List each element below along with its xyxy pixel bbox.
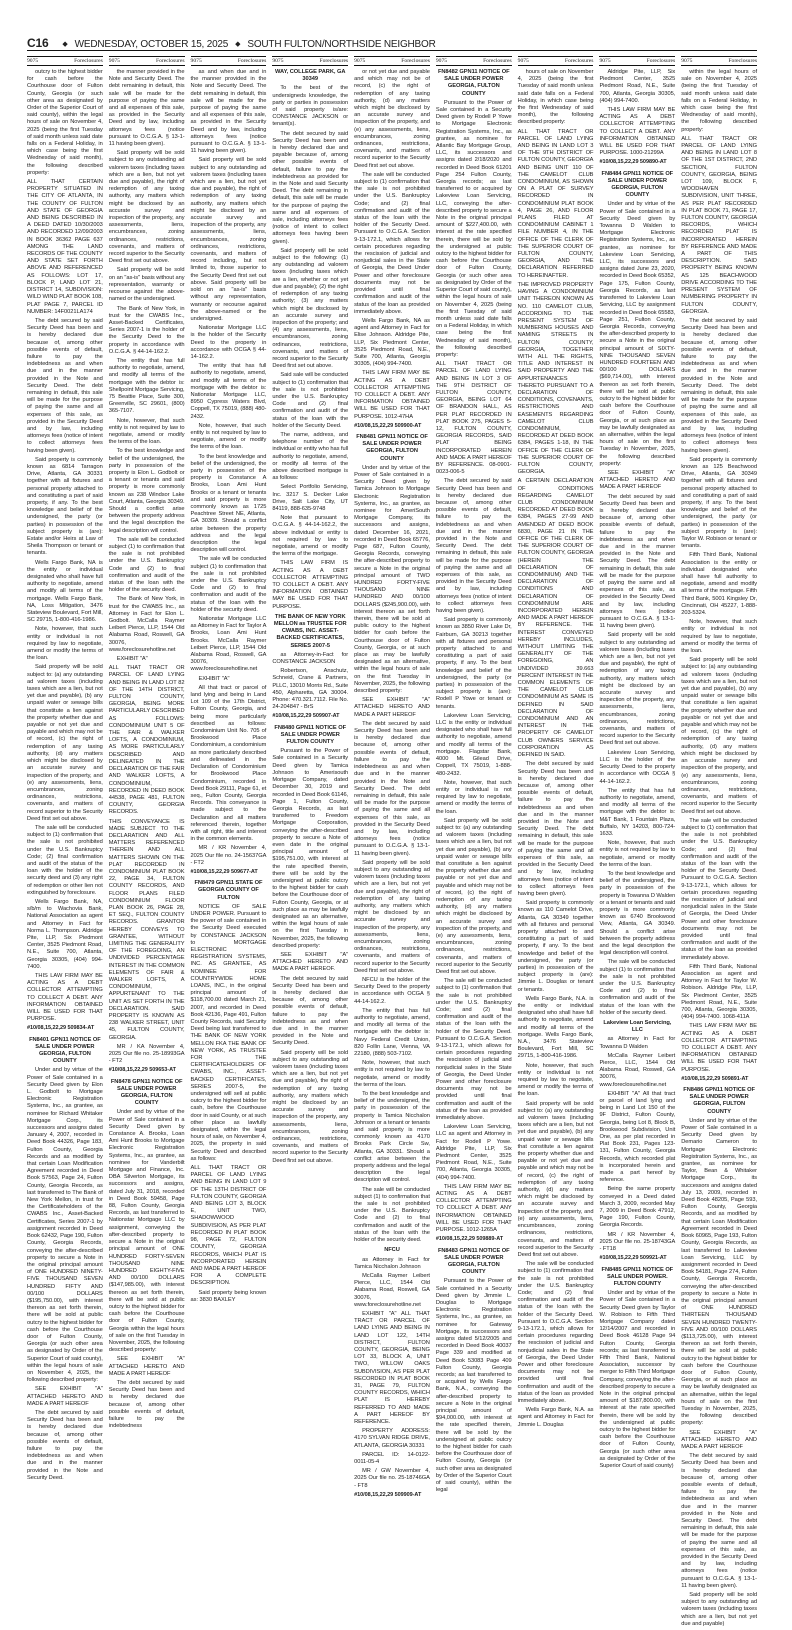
notice-paragraph: THIS LAW FIRM MAY BE ACTING AS A DEBT COLLECTOR ATTEMPTING TO COLLECT A DEBT. ANY INFORMATION OBTAINED WILL BE USED FOR THAT PURPOSE. 1000-21299A [599,107,676,157]
column-category-header [436,56,512,66]
notice-paragraph: Said property will be sold subject to the following: (1) any outstanding ad valorem taxes (including taxes which are a lien, whether or not yet due and payable); (2) the right of redemption of any taxing authority; (3) any matters which might be disclosed by an accurate survey and inspection of the property; and (4) any assessments, liens, encumbrances, zoning ordinances, restrictions, covenants, and matters of record superior to the Security Deed first set out above. [272,247,349,370]
legal-description: THIS CONVEYANCE IS MADE SUBJECT TO THE DECLARATION AND ALL MATTERS REFERENCED THEREIN AND ALL MATTERS SHOWN ON THE PLAT RECORDED IN CONDOMINIUM PLAT BOOK 22, PAGE 34, FULTON COUNTY RECORDS, AND FLOOR PLANS FILED CONDOMINIUM FLOOR PLAN BOOK 26, PAGE 28, ET SEQ., FULTON COUNTY RECORDS. GRANTOR HEREBY CONVEYS TO GRANTEE, WITHOUT LIMITING THE GENERALITY OF THE FOREGOING, AN UNDIVIDED PERCENTAGE INTEREST IN THE COMMON ELEMENTS OF FAIR & WALKER LOFTS, A CONDOMINIUM, APPURTENANT TO THE UNIT AS SET FORTH IN THE DECLARATION. SAID PROPERTY IS KNOWN AS 238 WALKER STREET, UNIT 45, FULTON COUNTY, GEORGIA. [108,818,185,1041]
notice-paragraph: Note, however, that such entity or individual is not required by law to negotiate, amend or modify the terms of the loan. [517,1062,594,1098]
notice-paragraph: THIS LAW FIRM MAY BE ACTING AS A DEBT COLLECTOR ATTEMPTING TO COLLECT A DEBT. ANY INFORMATION OBTAINED WILL BE USED FOR THAT PURPOSE. 1012-1265A [435,1183,512,1234]
notice-heading: FN8401 GPN11 NOTICE OF SALE UNDER POWER GEORGIA, FULTON COUNTY [29,1036,101,1065]
notice-heading: FN8480 GPN11 NOTICE OF SALE UNDER POWER FULTON COUNTY [274,724,347,746]
column-category-header [518,56,594,66]
publication-name: SOUTH FULTON/NORTHSIDE NEIGHBOR [247,39,436,50]
category-code: 9075 [517,58,529,64]
notice-paragraph: Under and by virtue of the Power of Sale contained in a Security Deed given by Demario Cameron to Mortgage Electronic Registration Systems, Inc., as grantee, as nominee for Taylor, Bean & Whitaker Mortgage Corp., its successors and assigns dated July 13, 2009, recorded in Deed Book 48205, Page 593, Fulton County, Georgia Records, and as modified by that certain Loan Modification Agreement recorded in Deed Book 60965, Page 193, Fulton County, Georgia Records, as last transferred to Lakeview Loan Servicing, LLC by assignment recorded in Deed Book 54181, Page 274, Fulton County, Georgia Records, conveying the after-described property to secure a Note in the original principal amount of ONE HUNDRED THIRTEEN THOUSAND SEVEN HUNDRED TWENTY-FIVE AND 00/100 DOLLARS ($113,725.00), with interest thereon as set forth therein, there will be sold at public outcry to the highest bidder for cash before the Courthouse door of Fulton County, Georgia, or at such place as may be lawfully designated as an alternative, within the legal hours of sale on the first Tuesday in November, 2025, the following described property: [681,1117,757,1427]
notice-paragraph: The debt secured by said Security Deed has been and is hereby declared due because of, among other possible events of default, failure to pay the indebtedness [108,1379,185,1430]
publication-reference: #10/08,15,22,29 509677-AT [190,868,258,875]
notice-paragraph: NOTICE OF SALE UNDER POWER. Pursuant to the power of sale contained in the Security Deed executed by CONSTANCE JACKSON to MORTGAGE ELECTRONIC REGISTRATION SYSTEMS, INC. AS GRANTEE, AS NOMINEE FOR COUNTRYWIDE HOME LOANS, INC., in the original principal amount of $118,700.00 dated March 21, 2007, and recorded in Deed Book 42136, Page 491, Fulton County Records, said Security Deed being last transferred to THE BANK OF NEW YORK MELLON FKA THE BANK OF NEW YORK, AS TRUSTEE FOR THE CERTIFICATEHOLDERS OF CWABS, INC., ASSET-BACKED CERTIFICATES, SERIES 2007-5, the undersigned will sell at public outcry to the highest bidder for cash, before the Courthouse door in said County, or at such other place as lawfully designated, within the legal hours of sale, on November 4, 2025, the property in said Security Deed and described as follows: [190,903,267,1162]
column-category-header [272,56,348,66]
category-code: 9075 [435,58,448,64]
notice-paragraph: Said property will be sold subject to: (a) any outstanding ad valorem taxes (including taxes which are a lien, but not yet due and payable), (b) any unpaid water or sewage bills that constitute a lien against the property whether due and payable or not yet due and payable and which may not be of record, (c) the right of redemption of any taxing authority, (d) any matters which might be disclosed by an accurate survey and inspection of the property, and (e) any assessments, liens, encumbrances, zoning ordinances, restrictions, covenants, and matters of record superior to the Security Deed first set out above. [681,657,757,815]
notice-paragraph: Note, however, that such entity or individual is not required by law to negotiate, amend or modify the terms of the loan. [27,626,103,662]
notice-paragraph: EXHIBIT "A" ALL THAT TRACT OR PARCEL OF LAND LYING AND BEING IN LAND LOT 122, 14TH DISTRICT, FULTON COUNTY, GEORGIA, BEING LOT 33, BLOCK A, UNIT TWO, WILLOW OAKS SUBDIVISION, AS PER PLAT RECORDED IN PLAT BOOK 31, PAGE 79, FULTON COUNTY RECORDS, WHICH PLAT IS HEREBY REFERRED TO AND MADE A PART HEREOF BY REFERENCE. [354,1310,430,1425]
notice-paragraph: Said property will be sold subject to any outstanding ad valorem taxes (including taxes which are a lien, but not yet due and payable), the right of redemption of any taxing authority, any matters which might be disclosed by an accurate survey and inspection of the property, any assessments, liens, encumbrances, zoning ordinances, restrictions, covenants, and matters of record superior to the Security Deed first set out above. [599,632,676,747]
notice-paragraph: The entity that has full authority to negotiate, amend, and modify all terms of the mortgage with the debtor is: Navy Federal Credit Union, 820 Follin Lane, Vienna, VA 22180, (888) 503-7102. [354,1007,430,1058]
notice-paragraph: EXHIBIT "A" All that tract or parcel of land lying and being in Land Lot 150 of the 9F District, Fulton County, Georgia, being Lot 8, Block B, Brookwood Subdivision, Unit One, as per plat recorded in Plat Book 231, Pages 123-131, Fulton County, Georgia Records, which recorded plat is incorporated herein and made a part hereof by reference. [599,1090,676,1184]
notice-paragraph: Said property is commonly known as 125 Beachwood Drive, Atlanta, GA 30349 together with all fixtures and personal property attached to and constituting a part of said property, if any. To the best knowledge and belief of the undersigned, the party (or parties) in possession of the subject property is (are): Taylor W. Robison or tenant or tenants. [681,456,757,550]
notice-column [599,56,675,1472]
notice-paragraph: Nationstar Mortgage LLC as Attorney in Fact for Taylor A Brooks, Loan Ami Hunt Brooks. McCalla Raymer Leibert Pierce, LLP, 1544 Old Alabama Road, Roswell, GA 30076, www.foreclosurehotline.net [190,616,267,673]
notice-paragraph: To the best knowledge and belief of the undersigned, the party in possession of the property is Constance A Brooks, Loan Ami Hunt Brooks or a tenant or tenants and said property is more commonly known as 1725 Peachtree Street NE, Atlanta, GA 30309. Should a conflict arise between the property address and the legal description the legal description will control. [190,453,267,554]
notice-paragraph: All that tract or parcel of land lying and being in Land Lot 109 of the 17th District, Fulton County, Georgia, and being more particularly described as follows: Condominium Unit No. 705 of Brookwood Place Condominium, a condominium as more particularly described and delineated in the Declaration of Condominium for Brookwood Place Condominium, recorded in Deed Book 29111, Page 61, et seq., Fulton County, Georgia Records. This conveyance is made subject to the Declaration and all matters referenced therein, together with all right, title and interest in the common elements. [190,684,267,843]
notice-paragraph: SEE EXHIBIT "A" ATTACHED HERETO AND MADE A PART HEREOF [681,1429,757,1450]
notice-paragraph: Pursuant to the Power of Sale contained in a Security Deed given by Rodell P Yowe to Mortgage Electronic Registration Systems, Inc., as grantee, as nominee for Atlantic Bay Mortgage Group, LLC, its successors and assigns dated 2/18/2020 and recorded in Deed Book 61201 Page 254 Fulton County, Georgia records; as last transferred to or acquired by Lakeview Loan Servicing, LLC, conveying the after-described property to secure a Note in the original principal amount of $227,400.00, with interest at the rate specified therein, there will be sold by the undersigned at public outcry to the highest bidder for cash before the Courthouse door of Fulton County, Georgia (or such other area as designated by Order of the Superior Court of said county), within the legal hours of sale on November 4, 2025 (being the first Tuesday of said month unless said date falls on a Federal Holiday, in which case being the first Wednesday of said month), the following described property: [435,99,512,358]
category-name: Foreclosures [483,58,512,64]
notice-paragraph: Said property will be sold subject to any outstanding ad valorem taxes (including taxes which are a lien, but not yet due and payable) [681,1592,757,1627]
notice-paragraph: THIS LAW FIRM MAY BE ACTING AS A DEBT COLLECTOR ATTEMPTING TO COLLECT A DEBT. ANY INFORMATION OBTAINED WILL BE USED FOR THAT PURPOSE. [27,972,103,1023]
notice-heading: FN8483 GPN11 NOTICE OF SALE UNDER POWER GEORGIA, FULTON COUNTY [437,1247,510,1276]
column-category-header [354,56,430,66]
notice-paragraph: The debt secured by said Security Deed has been and is hereby declared due because of, among other possible events of default, failure to pay the indebtedness as and when due and in the manner provided in the Note and Security Deed. The debt remaining in default, this sale will be made for the purpose of paying the same and all expenses of this sale, as provided in the Security Deed and by law, including attorneys fees (notice pursuant to O.C.G.A. § 13-1-11 having been given). [681,1453,757,1589]
column-category-header [599,56,675,66]
notice-heading: NFCU [384,1247,400,1254]
notice-paragraph: Wells Fargo Bank, NA as agent and Attorney in Fact for Elise Johnson. Aldridge Pite, LLP, Six Piedmont Center, 3525 Piedmont Road, N.E., Suite 700, Atlanta, Georgia 30305, (404) 994-7400. [354,317,430,368]
notice-paragraph: The sale will be conducted subject to (1) confirmation that the sale is not prohibited under the U.S. Bankruptcy Code; and (2) final confirmation and audit of the status of the loan with the holder of the Security Deed. Pursuant to O.C.G.A. Section 9-13-172.1, which allows for certain procedures regarding the rescission of judicial and nonjudicial sales in the State of Georgia, the Deed Under Power and other foreclosure documents may not be provided until final confirmation and audit of the status of the loan as provided immediately above. [435,978,512,1122]
category-code: 9075 [354,58,366,64]
notice-paragraph: Note, however, that such entity is not required by law to negotiate, amend or modify the terms of the loan. [354,1060,430,1088]
notice-paragraph: Select Portfolio Servicing, Inc. 3217 S. Decker Lake Drive, Salt Lake City, UT 84119, 888-635-9748 [272,484,349,512]
notice-paragraph: The sale will be conducted subject to (1) confirmation that the sale is not prohibited under the U.S. Bankruptcy Code; (2) final confirmation and audit of the status of the loan with the holder of the security deed and (3) any right of redemption or other lien not extinguished by foreclosure. [27,824,103,896]
notice-column [272,56,348,1167]
notice-paragraph: The sale will be conducted subject (1) to confirmation that the sale is not prohibited under the U.S. Bankruptcy Code and (2) to final confirmation and audit of the status of the loan with the holder of the security deed. [354,1186,430,1244]
notice-paragraph: MR / KA November 4, 2025 Our file no. 25-18993GA - FT2 [108,1043,185,1065]
notice-paragraph: The name, address, and telephone number of the individual or entity who has full authority to negotiate, amend, or modify all terms of the above described mortgage is as follows: [272,431,349,482]
notice-paragraph: Said property is commonly known as 110 Camelot Drive, Atlanta, GA 30349 together with all fixtures and personal property attached to and constituting a part of said property, if any. To the best knowledge and belief of the undersigned, the party (or parties) in possession of the subject property is (are): Jimmie L. Douglas or tenant or tenants. [517,900,594,993]
notice-paragraph: PARCEL ID: 14-0122-0011-05-4 [354,1451,430,1465]
notice-column [681,56,757,1630]
notice-paragraph: The debt secured by said Security Deed has been and is hereby declared due and payable because of, among other possible events of default, failure to pay the indebtedness as provided for in the Note and said Security Deed. The debt remaining in default, this sale will be made for the purpose of paying the same and all expenses of sale, including attorneys fees (notice of intent to collect attorneys fees having been given). [272,130,349,245]
notice-paragraph: Note that pursuant to O.C.G.A. § 44-14-162.2, the above individual or entity is not required by law to negotiate, amend or modify the terms of the mortgage. [272,515,349,558]
category-name: Foreclosures [237,58,267,64]
category-name: Foreclosures [319,58,349,64]
category-code: 9075 [190,58,202,64]
notice-paragraph: The entity that has full authority to negotiate, amend, and modify all terms of the mortgage with the debtor is: Nationstar Mortgage LLC, 8950 Cypress Waters Blvd, Coppell, TX 75019, (888) 480-2432. [190,363,267,420]
category-name: Foreclosures [74,58,103,64]
notice-paragraph: The sale will be conducted subject to (1) confirmation that the sale is not prohibited under the U.S. Bankruptcy Code; and (2) final confirmation and audit of the status of the loan with the holder of the Security Deed. Pursuant to O.C.G.A. Section 9-13-172.1, which allows for certain procedures regarding the rescission of judicial and nonjudicial sales in the State of Georgia, the Deed Under Power and other foreclosure documents may not be provided until final confirmation and audit of the status of the loan as provided immediately above. [681,817,757,961]
notice-heading: FN8482 GPN11 NOTICE OF SALE UNDER POWER GEORGIA, FULTON COUNTY [437,69,510,97]
notice-paragraph: or not yet due and payable and which may not be of record, (c) the right of redemption of any taxing authority, (d) any matters which might be disclosed by an accurate survey and inspection of the property, and (e) any assessments, liens, encumbrances, zoning ordinances, restrictions, covenants, and matters of record superior to the Security Deed first set out above. [354,69,430,169]
notice-paragraph: Under and by virtue of the Power of Sale contained in a Security Deed given by Tamica Johnson to Mortgage Electronic Registration Systems, Inc., as grantee, as nominee for AmeriSouth Mortgage Company, its successors and assigns, dated December 16, 2021, recorded in Deed Book 65776, Page 687, Fulton County, Georgia Records, conveying the after-described property to secure a Note in the original principal amount of TWO HUNDRED FORTY-FIVE THOUSAND NINE HUNDRED AND 00/100 DOLLARS ($245,900.00), with interest thereon as set forth therein, there will be sold at public outcry to the highest bidder for cash before the Courthouse door of Fulton County, Georgia, or at such place as may be lawfully designated as an alternative, within the legal hours of sale on the first Tuesday in November, 2025, the following described property: [354,464,430,695]
notice-heading: THE BANK OF NEW YORK MELLON as TRUSTEE FOR CWABS, INC. ASSET-BACKED CERTIFICATES, SERIES 2007-5 [273,613,347,649]
notice-paragraph: To the best knowledge and belief of the undersigned, the party in possession of the property is Tamica Nicchalon Johnson or a tenant or tenants and said property is more commonly known as 4170 Brooks Park Circle Sw, Atlanta, GA 30331. Should a conflict arise between the property address and the legal description the legal description will control. [354,1091,430,1184]
notice-paragraph: The sale will be conducted subject to (1) confirmation that the sale is not prohibited under the U.S. Bankruptcy Code; and (2) final confirmation and audit of the status of the loan with the holder of the Security Deed. Pursuant to O.C.G.A. Section 9-13-172.1, which allows for certain procedures regarding the rescission of judicial and nonjudicial sales in the State of Georgia, the Deed Under Power and other foreclosure documents may not be provided until final confirmation and audit of the status of the loan as provided immediately above. [517,1261,594,1404]
legal-description: ALL THAT TRACT OR PARCEL OF LAND LYING AND BEING IN LAND LOT 8 OF THE 1ST DISTRICT, 2ND SECTION, FULTON COUNTY, GEORGIA, BEING LOT 109, BLOCK F, WOODHAVEN SUBDIVISION, UNIT THREE, AS PER PLAT RECORDED IN PLAT BOOK 71, PAGE 17, FULTON COUNTY, GEORGIA RECORDS, WHICH RECORDED PLAT IS INCORPORATED HEREIN BY REFERENCE AND MADE A PART OF THIS DESCRIPTION. SAID PROPERTY BEING KNOWN AS 125 BEACHWOOD DRIVE ACCORDING TO THE PRESENT SYSTEM OF NUMBERING PROPERTY IN FULTON COUNTY, GEORGIA. [681,135,757,315]
notice-paragraph: SEE EXHIBIT "A" ATTACHED HERETO AND MADE A PART HEREOF [108,1356,185,1377]
notice-heading: FN8478 GPN11 NOTICE OF SALE UNDER POWER GEORGIA, FULTON COUNTY [110,1078,183,1107]
notice-paragraph: Lakeview Loan Servicing, LLC is the entity or individual designated who shall have full authority to negotiate, amend and modify all terms of the mortgage. Flagstar Bank, 4000 Mt. Gilead Drive, Coppell, TX 75019, 1-888-480-2432. [435,712,512,777]
notice-paragraph: SEE EXHIBIT "A" ATTACHED HERETO AND MADE A PART HEREOF [599,469,676,491]
notice-paragraph: The sale will be conducted subject (1) to confirmation that the sale is not prohibited under the U.S. Bankruptcy Code and (2) to final confirmation and audit of the status of the loan with the holder of the security deed. [599,959,676,1016]
notice-paragraph: Pursuant to the Power of Sale contained in a Security Deed given by Jimmie L. Douglas to Mortgage Electronic Registration Systems, Inc., as grantee, as nominee for Gateway Mortgage, its successors and assigns dated 5/12/2005 and recorded in Deed Book 40037 Page 339 and modified at Deed Book 53083 Page 409 Fulton County, Georgia records; as last transferred to or acquired by Wells Fargo Bank, N.A., conveying the after-described property to secure a Note in the original principal amount of $94,000.00, with interest at the rate specified therein, there will be sold by the undersigned at public outcry to the highest bidder for cash before the Courthouse door of Fulton County, Georgia (or such other area as designated by Order of the Superior Court of said county), within the legal [435,1278,512,1494]
notice-paragraph: Wells Fargo Bank, NA is the entity or individual designated who shall have full authority to negotiate, amend and modify all terms of the mortgage. Wells Fargo Bank, NA, Loss Mitigation, 3476 Stateview Boulevard, Fort Mill, SC 29715, 1-800-416-1986. [27,559,103,624]
notice-paragraph: as Attorney in Fact for Towanna D Walden [599,1036,676,1050]
notice-paragraph: Under and by virtue of the Power of Sale contained in a Security Deed given by Taylor W. Robison to Fifth Third Mortgage Company dated 12/14/2007 and recorded in Deed Book 46128 Page 94 Fulton County, Georgia records; as last transferred to Fifth Third Bank, National Association, successor by merger to Fifth Third Mortgage Company, conveying the after-described property to secure a Note in the original principal amount of $187,800.00, with interest at the rate specified therein, there will be sold by the undersigned at public outcry to the highest bidder for cash before the Courthouse door of Fulton County, Georgia (or such other area as designated by Order of the Superior Court of said county) [599,1290,676,1469]
notice-paragraph: Being the same property conveyed in a Deed dated March 3, 2009, recorded May 7, 2009 in Deed Book 47912, Page 190, Fulton County, Georgia Records. [599,1186,676,1229]
category-code: 9075 [108,58,120,64]
notice-paragraph: Note, however, that such entity is not required by law to negotiate, amend or modify the terms of the loan. [108,417,185,446]
page-masthead [27,36,757,51]
publication-reference: #10/08,15,22,29 509653-AT [108,1067,176,1074]
notice-paragraph: Lakeview Loan Servicing, LLC is the holder of the Security Deed to the property in accordance with OCGA § 44-14-162.2. [599,749,676,785]
category-name: Foreclosures [728,58,757,64]
publication-reference: #10/08,15,22,29 509889-AT [435,1236,504,1243]
notice-paragraph: within the legal hours of sale on November 4, 2025 (being the first Tuesday of said month unless said date falls on a Federal Holiday, in which case being the first Wednesday of said month), the following described property: [681,69,757,133]
notice-heading: FN8484 GPN11 NOTICE OF SALE UNDER POWER GEORGIA, FULTON COUNTY [601,170,674,199]
notice-heading: Lakeview Loan Servicing, LLC [603,1020,672,1034]
category-name: Foreclosures [646,58,676,64]
notice-paragraph: The debt secured by said Security Deed has been and is hereby declared due because of, among other possible events of default, failure to pay the indebtedness as and when due and in the manner provided in the Note and Security Deed. The debt remaining in default, this sale will be made for the purpose of paying the same and all expenses of this sale, as provided in the Security Deed and by law, including attorneys fees (notice of intent to collect attorneys fees having been given). [27,317,103,454]
notice-heading: WAY, COLLEGE PARK, GA 30349 [275,69,346,83]
publication-reference: #10/08,15,22,29 509921-AT [599,1255,667,1262]
notice-paragraph: The sale will be conducted subject to (1) confirmation that the sale is not prohibited under the U.S. Bankruptcy Code; and (2) final confirmation and audit of the status of the loan with the holder of the Security Deed. Pursuant to O.C.G.A. Section 9-13-172.1, which allows for certain procedures regarding the rescission of judicial and nonjudicial sales in the State of Georgia, the Deed Under Power and other foreclosure documents may not be provided until final confirmation and audit of the status of the loan as provided immediately above. [354,171,430,315]
category-code: 9075 [27,58,39,64]
legal-description: ALL THAT TRACT OR PARCEL OF LAND LYING AND BEING IN LAND LOT 82 OF THE 14TH DISTRICT, FULTON COUNTY, GEORGIA, BEING MORE PARTICULARLY DESCRIBED AS FOLLOWS: CONDOMINIUM UNIT 5 OF THE FAIR & WALKER LOFTS, A CONDOMINIUM, AS MORE PARTICULARLY DESCRIBED AND DELINEATED IN THE DECLARATION OF THE FAIR AND WALKER LOFTS, A CONDOMINIUM, RECORDED IN DEED BOOK 44538, PAGE 481, FULTON COUNTY, GEORGIA RECORDS. [108,665,185,816]
notice-column [436,56,512,1496]
notice-paragraph: Under and by virtue of the Power of Sale contained in a Security Deed given by Elon L. Godbolt to Mortgage Electronic Registration Systems, Inc., as grantee, as nominee for Richard Whitaker Mortgage Corp., its successors and assigns dated January 4, 2007, recorded in Deed Book 44326, Page 183, Fulton County, Georgia Records and as modified by that certain Loan Modification Agreement recorded in Deed Book 57563, Page 24, Fulton County, Georgia Records, as last transferred to The Bank of New York Mellon, in trust for the Certificateholders of the CWABS Inc., Asset-Backed Certificates, Series 2007-1 by assignment recorded in Deed Book 62432, Page 190, Fulton County, Georgia Records, conveying the after-described property to secure a Note in the original principal amount of ONE HUNDRED NINETY-FIVE THOUSAND SEVEN HUNDRED FIFTY AND 00/100 DOLLARS ($195,750.00), with interest thereon as set forth therein, there will be sold at public outcry to the highest bidder for cash before the Courthouse door of Fulton County, Georgia (or such other area as designated by Order of the Superior Court of said county), within the legal hours of sale on November 4, 2025, the following described property: [27,1067,103,1384]
notice-paragraph: THIS LAW FIRM MAY BE ACTING AS A DEBT COLLECTOR ATTEMPTING TO COLLECT A DEBT. ANY INFORMATION OBTAINED WILL BE USED FOR THAT PURPOSE. 1012-47HA [354,370,430,420]
category-code: 9075 [599,58,611,64]
notice-paragraph: EXHIBIT "A" [116,656,148,663]
page-number: C16 [27,36,49,50]
notice-paragraph: The debt secured by said Security Deed has been and is hereby declared due because of, among other possible events of default, failure to pay the indebtedness as and when due and in the manner provided in the Note and Security Deed. [272,975,349,1047]
category-name: Foreclosures [564,58,594,64]
notice-paragraph: The sale will be conducted subject (1) to confirmation that the sale is not prohibited under the U.S. Bankruptcy Code and (2) to final confirmation and audit of the status of the loan with the holder of the security deed. [190,556,267,613]
legal-description: A CERTAIN DECLARATION OF CONDITIONS REGARDING CAMELOT CLUB CONDOMINIUM RECORDED AT DEED BOOK 6384, PAGES 27-99 AND AMENDED AT DEED BOOK 6830, PAGE 21 IN THE OFFICE OF THE CLERK OF THE SUPERIOR COURT OF FULTON COUNTY, GEORGIA (HEREIN THE DECLARATION OF CONDOMINIUM) AND THE DECLARATION OF CONDITIONS AND DECLARATION OF CONDOMINIUM ARE INCORPORATED HEREIN AND MADE A PART HEREOF BY REFERENCE. THE INTEREST CONVEYED HEREBY INCLUDES, WITHOUT LIMITING THE GENERALITY OF THE FOREGOING, AN UNDIVIDED 39.663 PERCENT INTEREST IN THE COMMON ELEMENTS OF THE CAMELOT CLUB CONDOMINIUM AS SAME IS DEFINED IN SAID DECLARATION OF CONDOMINIUM AND AN INTEREST IN THE PROPERTY OF CAMELOT CLUB OWNERS SERVICE CORPORATION AS DEFINED IN SAID. [517,478,594,759]
notice-column [27,56,103,1484]
category-code: 9075 [272,58,284,64]
notice-paragraph: Said property is commonly known as 6814 Tarragon Drive, Atlanta, GA 30331 together with all fixtures and personal property attached to and constituting a part of said property, if any. To the best knowledge and belief of the undersigned, the party (or parties) in possession of the subject property is (are): Estate and/or Heirs at Law of Sheila Thompson or tenant or tenants. [27,456,103,557]
publication-reference: #10/08,15,22,29 509900-AT [354,422,422,429]
notice-paragraph: Said property will be sold subject to: (a) any outstanding ad valorem taxes (including taxes which are a lien, but not yet due and payable), (b) any unpaid water or sewage bills that constitute a lien against the property whether due and payable or not yet due and payable and which may not be of record, (c) the right of redemption of any taxing authority, (d) any matters which might be disclosed by an accurate survey and inspection of the property, and (e) any assessments, liens, encumbrances, zoning ordinances, restrictions, covenants, and matters of record superior to the Security Deed first set out above. [435,817,512,975]
notice-paragraph: the manner provided in the Note and Security Deed. The debt remaining in default, this sale will be made for the purpose of paying the same and all expenses of this sale, as provided in the Security Deed and by law, including attorneys fees (notice pursuant to O.C.G.A. § 13-1-11 having been given). [108,69,185,148]
notice-column [191,56,267,1306]
notice-paragraph: The debt secured by said Security Deed has been and is hereby declared due because of, among other possible events of default, failure to pay the indebtedness as and when due and in the manner provided in the Note and Security Deed. The debt remaining in default, this sale will be made for the purpose of paying the same and all expenses of this sale, as provided in the Security Deed and by law, including attorneys fees (notice pursuant to O.C.G.A. § 13-1-11 having been given). [599,493,676,630]
column-category-header [27,56,103,66]
notice-paragraph: Wells Fargo Bank, NA, s/b/m to Wachovia Bank, National Association as agent and Attorney in Fact for Norma L. Thompson. Aldridge Pite, LLP, Six Piedmont Center, 3525 Piedmont Road, N.E., Suite 700, Atlanta, Georgia 30305, (404) 994-7400. [27,898,103,970]
notice-paragraph: THIS LAW FIRM IS ACTING AS A DEBT COLLECTOR ATTEMPTING TO COLLECT A DEBT. ANY INFORMATION OBTAINED MAY BE USED FOR THAT PURPOSE. [272,560,349,610]
notice-paragraph: Fifth Third Bank, National Association as agent and Attorney in Fact for Taylor W. Robison. Aldridge Pite, LLP, Six Piedmont Center, 3525 Piedmont Road, N.E., Suite 700, Atlanta, Georgia 30305, (404) 994-7400. 1068-411A [681,963,757,1021]
notice-paragraph: hours of sale on November 4, 2025 (being the first Tuesday of said month unless said date falls on a Federal Holiday, in which case being the first Wednesday of said month), the following described property: [517,69,594,126]
notice-paragraph: Said property will be sold subject to: (a) any outstanding ad valorem taxes (including taxes which are a lien, but not yet due and payable), (b) any unpaid water or sewage bills that constitute a lien against the property whether due and payable or not yet due and payable and which may not be of record, (c) the right of redemption of any taxing authority, (d) any matters which might be disclosed by an accurate survey and inspection of the property, and (e) any assessments, liens, encumbrances, zoning ordinances, restrictions, covenants, and matters of record superior to the Security Deed first set out above. [27,664,103,822]
notice-paragraph: as Attorney in Fact for Tamica Nicchalon Johnson [354,1256,430,1270]
category-name: Foreclosures [155,58,185,64]
notice-heading: FN8486 GPN11 NOTICE OF SALE UNDER POWER GEORGIA, FULTON COUNTY [683,1087,755,1115]
notice-paragraph: Aldridge Pite, LLP, Six Piedmont Center, 3525 Piedmont Road, N.E., Suite 700, Atlanta, Georgia 30305, (404) 994-7400. [599,69,676,104]
notice-paragraph: Pursuant to the Power of Sale contained in a Security Deed given by Tamica Johnson to Amerisouth Mortgage Company, dated December 30, 2019 and recorded in Deed Book 61146, Page 1, Fulton County, Georgia Records, as last transferred to Freedom Mortgage Corporation, conveying the after-described property to secure a Note of even date in the original principal amount of $195,751.00, with interest at the rate specified therein, there will be sold by the undersigned at public outcry to the highest bidder for cash before the Courthouse door of Fulton County, Georgia, or at such place as may be lawfully designated as an alternative, within the legal hours of sale on the first Tuesday in November, 2025, the following described property: [272,748,349,949]
notice-paragraph: Under and by virtue of the Power of Sale contained in a Security Deed given by Constance A. Brooks, Loan Ami Hunt Brooks to Mortgage Electronic Registration Systems, Inc., as grantee, as nominee for Vanderbilt Mortgage and Finance, Inc. DBA Silverton Mortgage, its successors and assigns, dated July 31, 2018, recorded in Deed Book 59458, Page 88, Fulton County, Georgia Records, as last transferred to Nationstar Mortgage LLC by assignment, conveying the after-described property to secure a Note in the original principal amount of ONE HUNDRED FORTY-SEVEN THOUSAND NINE HUNDRED EIGHTY-FIVE AND 00/100 DOLLARS ($147,985.00), with interest thereon as set forth therein, there will be sold at public outcry to the highest bidder for cash before the Courthouse door of Fulton County, Georgia within the legal hours of sale on the first Tuesday in November, 2025, the following described property: [108,1109,185,1354]
notice-paragraph: Said property will be sold subject to any outstanding ad valorem taxes (including taxes which are a lien, but not yet due and payable), the right of redemption of any taxing authority, any matters which might be disclosed by an accurate survey and inspection of the property, any assessments, liens, encumbrances, zoning ordinances, restrictions, covenants, and matters of record superior to the Security Deed first set out above. [108,150,185,265]
publication-reference: #10/08,15,22,29 509909-AT [354,1491,422,1498]
notice-paragraph: SEE EXHIBIT "A" ATTACHED HERETO AND MADE A PART HEREOF. [272,951,349,973]
notice-paragraph: The debt secured by said Security Deed has been and is hereby declared due because of, among other possible events of default, failure to pay the indebtedness as and when due and in the manner provided in the Note and Security Deed. The debt remaining in default, this sale will be made for the purpose of paying the same and all expenses of this sale, as provided in the Security Deed and by law, including attorneys fees (notice of intent to collect attorneys fees having been given). [435,478,512,615]
legal-description: ALL THAT TRACT OR PARCEL OF LAND LYING AND BEING IN LAND LOT 3 OF THE 9TH DISTRICT OF FULTON COUNTY, GEORGIA AND BEING UNIT 110 OF THE CAMELOT CLUB CONDOMINIUM, AS SHOWN ON A PLAT OF SURVEY RECORDED IN CONDOMINIUM PLAT BOOK 4, PAGE 26, AND FLOOR PLANS FILED AT CONDOMINIUM CABINET 1 FILE NUMBER 4, IN THE OFFICE OF THE CLERK OF THE SUPERIOR COURT OF FULTON COUNTY, GEORGIA, AND THE DECLARATION REFERRED TO HEREINAFTER. [517,128,594,279]
notice-paragraph: The entity that has full authority to negotiate, amend, and modify all terms of the mortgage with the debtor is: M&T Bank, 1 Fountain Plaza, Buffalo, NY 14203, 800-724-1633. [599,787,676,837]
notice-paragraph: The sale will be conducted subject (1) to confirmation that the sale is not prohibited under the U.S. Bankruptcy Code and (2) to final confirmation and audit of the status of the loan with the holder of the security deed. [108,536,185,594]
notice-paragraph: EXHIBIT "A" [198,675,230,682]
notice-paragraph: The debt secured by said Security Deed has been and is hereby declared due because of, among other possible events of default, failure to pay the indebtedness as and when due and in the manner provided in the Note and Security Deed. The debt remaining in default, this sale will be made for the purpose of paying the same and all expenses of this sale, as provided in the Security Deed and by law, including attorneys fees (notice pursuant to O.C.G.A. § 13-1-11 having been given). [354,720,430,857]
notice-paragraph: Nationstar Mortgage LLC is the holder of the Security Deed to the property in accordance with OCGA § 44-14-162.2. [190,325,267,360]
notice-heading: FN8481 GPN11 NOTICE OF SALE UNDER POWER GEORGIA, FULTON COUNTY [356,433,428,462]
notice-paragraph: Under and by virtue of the Power of Sale contained in a Security Deed given by Towanna D Walden to Mortgage Electronic Registration Systems, Inc., as grantee, as nominee for Lakeview Loan Servicing, LLC, its successors and assigns dated June 23, 2020, recorded in Deed Book 65352, Page 175, Fulton County, Georgia Records, as last transferred to Lakeview Loan Servicing, LLC by assignment recorded in Deed Book 65583, Page 251, Fulton County, Georgia Records, conveying the after-described property to secure a Note in the original principal amount of SIXTY-NINE THOUSAND SEVEN HUNDRED FOURTEEN AND 00/100 DOLLARS ($69,714.00), with interest thereon as set forth therein, there will be sold at public outcry to the highest bidder for cash before the Courthouse door of Fulton County, Georgia, or at such place as may be lawfully designated as an alternative, within the legal hours of sale on the first Tuesday in November, 2025, the following described property: [599,201,676,467]
legal-description: ALL THAT TRACT OR PARCEL OF LAND LYING AND BEING IN LOT 3 OF THE 9TH DISTRICT OF FULTON COUNTY, GEORGIA, BEING LOT 64 OF BRANDON HALL, AS PER PLAT RECORDED IN PLAT BOOK 275, PAGES 5-12, FULTON COUNTY, GEORGIA RECORDS, SAID PLAT BEING INCORPORATED HEREIN AND MADE A PART HEREOF BY REFERENCE. 08-0901-0023-006-5 [435,361,512,476]
publication-reference: #10/08,15,22,29 509907-AT [272,713,340,720]
column-category-header [191,56,267,66]
notice-paragraph: as and when due and in the manner provided in the Note and Security Deed. The debt remaining in default, this sale will be made for the purpose of paying the same and all expenses of this sale, as provided in the Security Deed and by law, including attorneys fees (notice pursuant to O.C.G.A. § 13-1-11 having been given). [190,69,267,155]
notice-paragraph: MR / KR November 4, 2025 Our file no. 24-15637GA - FT2 [190,845,267,866]
notice-paragraph: To the best of the undersigneds knowledge, the party or parties in possession of said property is/are: CONSTANCE JACKSON or tenant(s). [272,85,349,128]
notice-paragraph: MR / GW November 4, 2025 Our file no. 25-18746GA - FT8 [354,1468,430,1489]
notice-paragraph: PROPERTY ADDRESS: 4170 SYLVAN RIDGE DRIVE, ATLANTA, GEORGIA 30331 [354,1428,430,1449]
notice-paragraph: Said property will be sold subject to: (a) any outstanding ad valorem taxes (including taxes which are a lien, but not yet due and payable), (b) any unpaid water or sewage bills that constitute a lien against the property whether due and payable or not yet due and payable and which may not be of record, (c) the right of redemption of any taxing authority, (d) any matters which might be disclosed by an accurate survey and inspection of the property, and (e) any assessments, liens, encumbrances, zoning ordinances, restrictions, covenants, and matters of record superior to the Security Deed first set out above. [517,1100,594,1258]
notice-paragraph: Note, however, that such entity is not required by law to negotiate, amend or modify the terms of the loan. [599,840,676,868]
notice-paragraph: The debt secured by said Security Deed has been and is hereby declared due because of, among other possible events of default, failure to pay the indebtedness as and when due and in the manner provided in the Note and Security Deed. The debt remaining in default, this sale will be made for the purpose of paying the same and all expenses of this sale, as provided in the Security Deed and by law, including attorneys fees (notice of intent to collect attorneys fees having been given). [517,761,594,897]
notice-paragraph: Said property will be sold subject to any outstanding ad valorem taxes (including taxes which are a lien, but not yet due and payable), the right of redemption of any taxing authority, any matters which might be disclosed by an accurate survey and inspection of the property, any assessments, liens, encumbrances, zoning ordinances, restrictions, covenants, and matters of record including, but not limited to, those superior to the Security Deed first set out above. Said property will be sold on an "as-is" basis without any representation, warranty or recourse against the above-named or the undersigned. [190,157,267,322]
notice-paragraph: THIS LAW FIRM MAY BE ACTING AS A DEBT COLLECTOR ATTEMPTING TO COLLECT A DEBT. ANY INFORMATION OBTAINED WILL BE USED FOR THAT PURPOSE. [681,1023,757,1073]
notice-paragraph: SEE EXHIBIT "A" ATTACHED HERETO AND MADE A PART HEREOF [27,1386,103,1407]
notice-paragraph: To the best knowledge and belief of the undersigned, the party in possession of the property is Elon L. Godbolt or a tenant or tenants and said property is more commonly known as 238 Windsor Lake Court, Atlanta, Georgia 30349. Should a conflict arise between the property address and the legal description the legal description will control. [108,448,185,534]
publication-reference: #10/08,15,22,29 509834-AT [27,1025,95,1032]
notice-heading: FN8479 GPN11 STATE OF GEORGIA COUNTY OF FULTON [194,880,263,901]
legal-description: THE IMPROVED PROPERTY HAVING A CONDOMINIUM UNIT THEREON KNOWN AS NO. 110 CAMELOT CLUB, ACCORDING TO THE PRESENT SYSTEM OF NUMBERING HOUSES AND NAMING STREETS IN FULTON COUNTY, GEORGIA, TOGETHER WITH ALL THE RIGHTS, TITLE AND INTEREST IN SAID PROPERTY AND THE APPURTENANCES THERETO PURSUANT TO A DECLARATION OF CONDITIONS, COVENANTS, RESTRICTIONS AND EASEMENTS REGARDING CAMELOT CLUB CONDOMINIUM, RECORDED AT DEED BOOK 6384, PAGES 1-18, IN THE OFFICE OF THE CLERK OF THE SUPERIOR COURT OF FULTON COUNTY, GEORGIA. [517,281,594,476]
column-category-header [681,56,757,66]
notice-paragraph: Note, however, that such entity or individual is not required by law to negotiate, amend or modify the terms of the loan. [435,779,512,815]
notice-paragraph: Said sale will be conducted subject to (1) confirmation that the sale is not prohibited under the U.S. Bankruptcy Code and (2) final confirmation and audit of the status of the loan with the holder of the Security Deed. [272,372,349,429]
notice-paragraph: Robertson, Anschutz, Schneid, Crane & Partners, PLLC, 13010 Morris Rd., Suite 450, Alpharetta, GA 30004. Phone: 470.321.7112. File No. 24-204847 - BrS [272,668,349,711]
legal-description: ALL THAT CERTAIN PROPERTY SITUATED IN THE CITY OF ATLANTA, IN THE COUNTY OF FULTON AND STATE OF GEORGIA AND BEING DESCRIBED IN A DEED DATED 10/30/2003 AND RECORDED 12/09/2003 IN BOOK 36362 PAGE 637 AMONG THE LAND RECORDS OF THE COUNTY AND STATE SET FORTH ABOVE AND REFERENCED AS FOLLOWS: LOT 17, BLOCK P, LAND LOT 21, DISTRICT 14, SUBDIVISION: WILD WIND PLAT BOOK 108, PLAT PAGE 7, PARCEL ID NUMBER: 14F0021LA174 [27,179,103,315]
legal-notices-columns [27,56,757,1630]
notice-paragraph: McCalla Raymer Leibert Pierce, LLC, 1544 Old Alabama Road, Roswell, GA 30076, www.foreclosurehotline.net [599,1052,676,1088]
notice-column [518,56,594,1431]
notice-paragraph: The Bank of New York, in trust for the CWABS Inc., as Attorney in Fact for Elon L. Godbolt. McCalla Raymer Leibert Pierce, LLP, 1544 Old Alabama Road, Roswell, GA 30076, www.foreclosurehotline.net [108,596,185,653]
publication-reference: #10/08,15,22,29 509890-AT [599,159,667,166]
notice-paragraph: Said property will be sold subject to any outstanding ad valorem taxes (including taxes which are a lien, but not yet due and payable), the right of redemption of any taxing authority, any matters which might be disclosed by an accurate survey and inspection of the property, any assessments, liens, encumbrances, zoning ordinances, restrictions, covenants, and matters of record superior to the Security Deed first set out above. [272,1049,349,1164]
notice-paragraph: Said property being known as: 3830 BAXLEY [190,1289,267,1303]
notice-column [109,56,185,1432]
notice-paragraph: The debt secured by said Security Deed has been and is hereby declared due because of, among other possible events of default, failure to pay the indebtedness as and when due and in the manner provided in the Note and Security Deed. [27,1409,103,1481]
notice-paragraph: as Attorney-in-Fact for CONSTANCE JACKSON [272,651,349,666]
notice-heading: FN8485 GPN11 NOTICE OF SALE UNDER POWER. FULTON COUNTY [601,1266,674,1287]
notice-paragraph: Note, however, that such entity or individual is not required by law to negotiate, amend or modify the terms of the loan. [681,619,757,655]
notice-paragraph: Fifth Third Bank, National Association is the entity or individual designated who shall have full authority to negotiate, amend and modify all terms of the mortgage. Fifth Third Bank, 5001 Kingsley Dr, Cincinnati, OH 45227, 1-888-203-5324. [681,552,757,617]
notice-column [354,56,430,1503]
notice-paragraph: outcry to the highest bidder for cash before the Courthouse door of Fulton County, Georgia (or such other area as designated by Order of the Superior Court of said county), within the legal hours of sale on November 4, 2025 (being the first Tuesday of said month unless said date falls on a Federal Holiday, in which case being the first Wednesday of said month), the following described property: [27,69,103,176]
notice-paragraph: SEE EXHIBIT "A" ATTACHED HERETO AND MADE A PART HEREOF [354,697,430,718]
notice-paragraph: Said property will be sold subject to any outstanding ad valorem taxes (including taxes which are a lien, but not yet due and payable), the right of redemption of any taxing authority, any matters which might be disclosed by an accurate survey and inspection of the property, any assessments, liens, encumbrances, zoning ordinances, restrictions, covenants, and matters of record superior to the Security Deed first set out above. [354,859,430,974]
notice-paragraph: Wells Fargo Bank, N.A. as agent and Attorney in Fact for Jimmie L. Douglas [517,1407,594,1428]
notice-paragraph: NFCU is the holder of the Security Deed to the property in accordance with OCGA § 44-14-162.2. [354,976,430,1005]
issue-date: WEDNESDAY, OCTOBER 15, 2025 [74,39,229,50]
notice-paragraph: Lakeview Loan Servicing, LLC as agent and Attorney in Fact for Rodell P Yowe. Aldridge Pite, LLP, Six Piedmont Center, 3525 Piedmont Road, N.E., Suite 700, Atlanta, Georgia 30305, (404) 994-7400. [435,1124,512,1181]
column-category-header [109,56,185,66]
notice-paragraph: Note, however, that such entity is not required by law to negotiate, amend or modify the terms of the loan. [190,422,267,451]
notice-paragraph: Wells Fargo Bank, N.A. is the entity or individual designated who shall have full authority to negotiate, amend and modify all terms of the mortgage. Wells Fargo Bank, N.A., 3476 Stateview Boulevard, Fort Mill, SC 29715, 1-800-416-1986. [517,995,594,1060]
notice-paragraph: MR / KR November 4, 2025 Our file no. 25-18743GA - FT18 [599,1231,676,1253]
category-name: Foreclosures [401,58,430,64]
category-code: 9075 [681,58,693,64]
notice-paragraph: The entity that has full authority to negotiate, amend, and modify all terms of the mortgage with the debtor is: Shellpoint Mortgage Servicing, 75 Beattie Place, Suite 300, Greenville, SC 29601, (800) 365-7107. [108,357,185,415]
legal-description: ALL THAT TRACT OR PARCEL OF LAND LYING AND BEING IN LAND LOT 9 OF THE 13TH DISTRICT OF FULTON COUNTY, GEORGIA AND BEING LOT 3, BLOCK E, UNIT TWO, SHADOWWOOD SUBDIVISION, AS PER PLAT RECORDED IN PLAT BOOK 98, PAGE 72, FULTON COUNTY, GEORGIA RECORDS, WHICH PLAT IS INCORPORATED HEREIN AND MADE A PART HEREOF FOR A COMPLETE DESCRIPTION. [190,1165,267,1287]
publication-reference: #10/08,15,22,29 509891-AT [681,1075,749,1082]
notice-paragraph: Said property is commonly known as 3850 River Lake Dr, Fairburn, GA 30213 together with all fixtures and personal property attached to and constituting a part of said property, if any. To the best knowledge and belief of the undersigned, the party (or parties) in possession of the subject property is (are): Rodell P Yowe or tenant or tenants. [435,617,512,710]
notice-paragraph: McCalla Raymer Leibert Pierce, LLC, 1544 Old Alabama Road, Roswell, GA 30076, www.foreclosurehotline.net [354,1272,430,1308]
notice-paragraph: To the best knowledge and belief of the undersigned, the party in possession of the property is Towanna D Walden or a tenant or tenants and said property is more commonly known as 6740 Brookwood View, Atlanta, GA 30349. Should a conflict arise between the property address and the legal description the legal description will control. [599,870,676,957]
diamond-separator-icon: ◆ [62,41,68,48]
notice-paragraph: Said property will be sold on an "as-is" basis without any representation, warranty or recourse against the above-named or the undersigned. [108,267,185,303]
notice-paragraph: The Bank of New York, in trust for the CWABS Inc., Asset-Backed Certificates, Series 2007-1 is the holder of the Security Deed to the property in accordance with O.C.G.A. § 44-14-162.2. [108,305,185,355]
diamond-separator-icon: ◆ [235,41,241,48]
notice-paragraph: The debt secured by said Security Deed has been and is hereby declared due because of, among other possible events of default, failure to pay the indebtedness as and when due and in the manner provided in the Note and Security Deed. The debt remaining in default, this sale will be made for the purpose of paying the same and all expenses of this sale, as provided in the Security Deed and by law, including attorneys fees (notice of intent to collect attorneys fees having been given). [681,317,757,454]
